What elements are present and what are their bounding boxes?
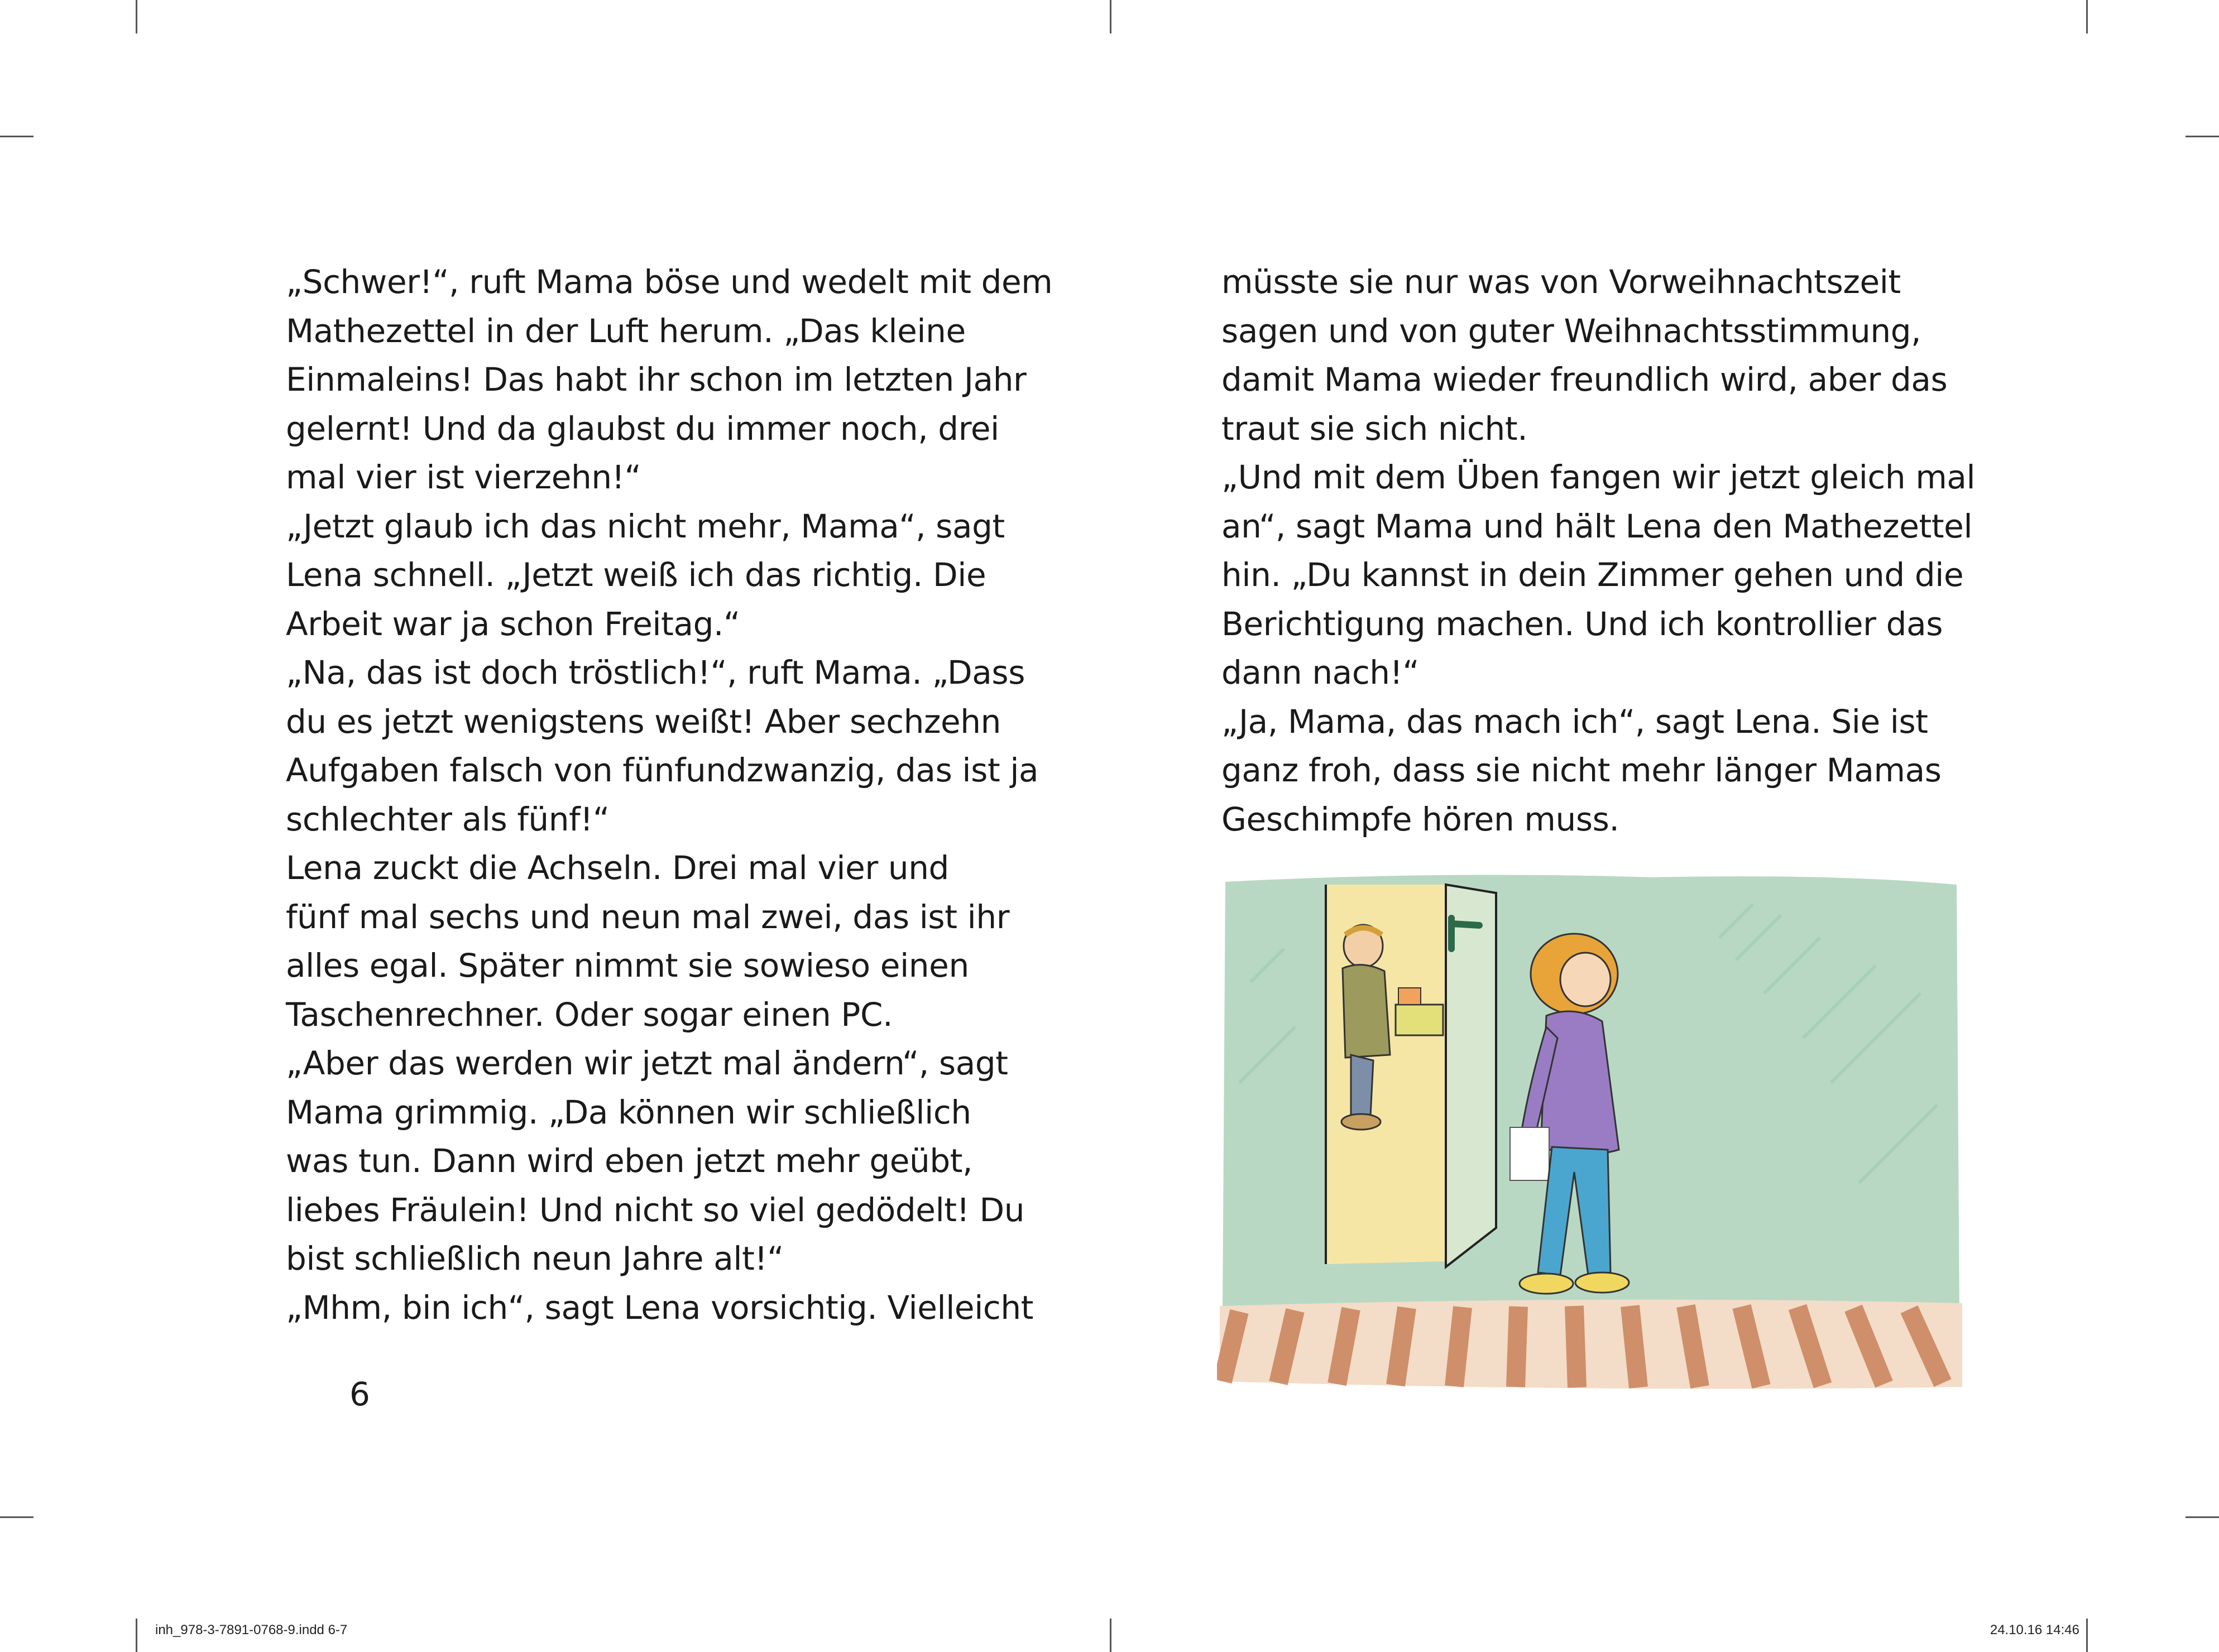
text-line: hin. „Du kannst in dein Zimmer gehen und die <box>1221 556 1964 594</box>
crop-mark <box>2186 1516 2219 1518</box>
text-line: mal vier ist vierzehn!“ <box>286 458 641 496</box>
file-slug: inh_978-3-7891-0768-9.indd 6-7 <box>155 1622 348 1637</box>
text-line: sagen und von guter Weihnachtsstimmung, <box>1221 311 1921 350</box>
text-line: bist schließlich neun Jahre alt!“ <box>286 1240 784 1278</box>
left-page-text <box>286 258 1053 1332</box>
crop-mark <box>1110 0 1111 33</box>
text-line: fünf mal sechs und neun mal zwei, das ist ihr <box>286 897 1010 936</box>
table <box>1396 1005 1443 1035</box>
text-line: „Mhm, bin ich“, sagt Lena vorsichtig. Vielleicht <box>286 1288 1034 1327</box>
text-line: Lena zuckt die Achseln. Drei mal vier und <box>286 849 949 887</box>
text-line: ganz froh, dass sie nicht mehr länger Mamas <box>1221 751 1942 789</box>
text-line: alles egal. Später nimmt sie sowieso einen <box>286 947 969 985</box>
text-line: dann nach!“ <box>1221 654 1420 691</box>
text-line: „Aber das werden wir jetzt mal ändern“, sagt <box>286 1044 1008 1082</box>
crop-mark <box>1110 1619 1111 1652</box>
text-line: „Schwer!“, ruft Mama böse und wedelt mit dem <box>286 263 1053 301</box>
text-line: Einmaleins! Das habt ihr schon im letzten Jahr <box>286 361 1027 398</box>
text-line: traut sie sich nicht. <box>1221 409 1528 448</box>
crop-mark <box>0 1516 33 1518</box>
crop-mark <box>136 1619 137 1652</box>
text-line: Berichtigung machen. Und ich kontrollier das <box>1221 604 1943 643</box>
text-line: Geschimpfe hören muss. <box>1221 800 1619 838</box>
text-line: Mama grimmig. „Da können wir schließlich <box>286 1093 971 1131</box>
right-page-text <box>1221 258 1976 844</box>
crop-mark <box>2086 0 2088 33</box>
date-slug: 24.10.16 14:46 <box>1990 1622 2079 1637</box>
text-line: du es jetzt wenigstens weißt! Aber sechzehn <box>286 702 1001 741</box>
crop-mark <box>2186 136 2219 137</box>
text-line: Arbeit war ja schon Freitag.“ <box>286 604 740 643</box>
text-line: „Ja, Mama, das mach ich“, sagt Lena. Sie ist <box>1221 702 1928 741</box>
text-line: müsste sie nur was von Vorweihnachtszeit <box>1221 263 1901 301</box>
text-line: „Na, das ist doch tröstlich!“, ruft Mama. „Dass <box>286 654 1025 691</box>
text-line: Aufgaben falsch von fünfundzwanzig, das ist ja <box>286 751 1039 789</box>
text-line: liebes Fräulein! Und nicht so viel gedödelt! Du <box>286 1190 1025 1229</box>
text-line: was tun. Dann wird eben jetzt mehr geübt, <box>286 1142 973 1180</box>
text-line: „Jetzt glaub ich das nicht mehr, Mama“, sagt <box>286 507 1005 545</box>
text-line: schlechter als fünf!“ <box>286 800 610 838</box>
page-number: 6 <box>349 1375 370 1413</box>
crop-mark <box>0 136 33 137</box>
text-line: an“, sagt Mama und hält Lena den Mathezettel <box>1221 507 1973 545</box>
crop-mark <box>2086 1619 2088 1652</box>
text-line: damit Mama wieder freundlich wird, aber das <box>1221 361 1948 398</box>
text-line: gelernt! Und da glaubst du immer noch, drei <box>286 409 999 448</box>
text-line: Taschenrechner. Oder sogar einen PC. <box>286 995 893 1034</box>
crop-mark <box>136 0 137 33</box>
text-line: Lena schnell. „Jetzt weiß ich das richtig. Die <box>286 556 986 594</box>
story-illustration <box>1217 871 1965 1390</box>
text-line: Mathezettel in der Luft herum. „Das kleine <box>286 311 966 350</box>
text-line: „Und mit dem Üben fangen wir jetzt gleich mal <box>1221 458 1976 496</box>
